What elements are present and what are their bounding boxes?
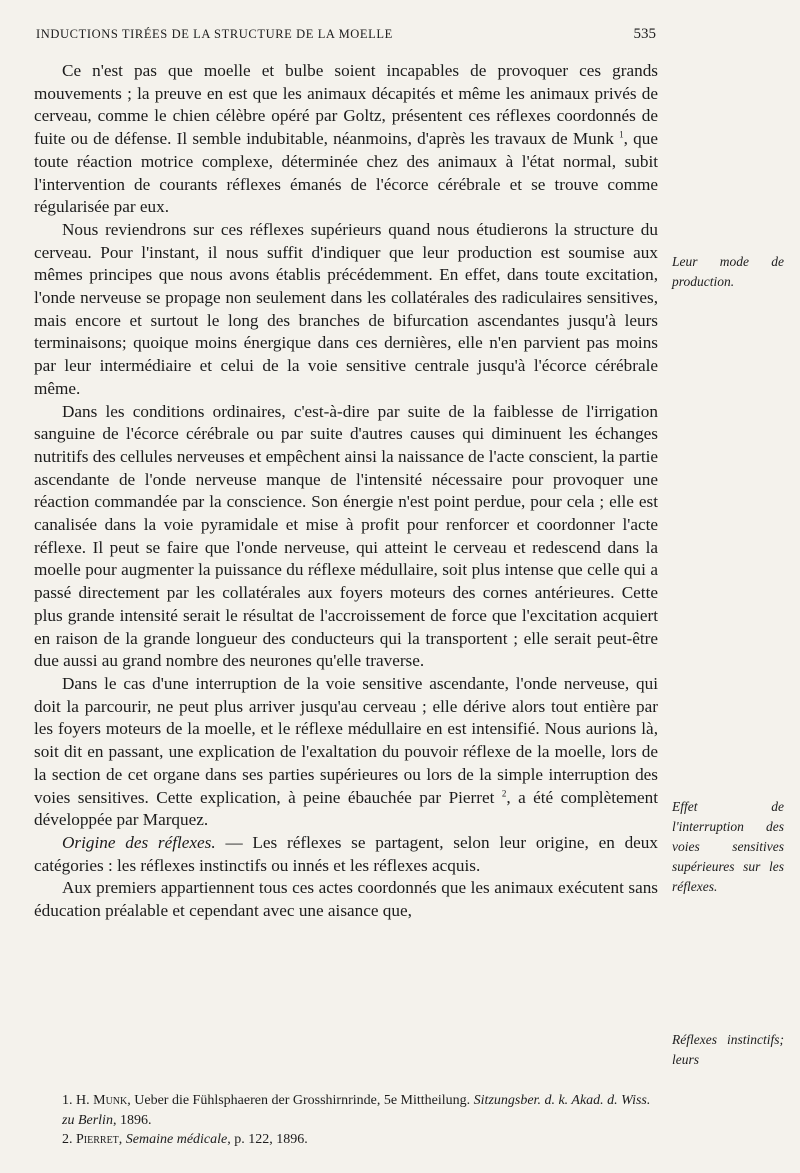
- margin-note-production: Leur mode de production.: [672, 254, 784, 289]
- footnote-ref[interactable]: 1: [619, 129, 624, 140]
- main-text: [34, 60, 658, 923]
- running-title: INDUCTIONS TIRÉES DE LA STRUCTURE DE LA MOELLE: [36, 27, 393, 41]
- page-number: 535: [633, 26, 656, 42]
- margin-note-instinctifs: Réflexes instinctifs; leurs: [672, 1032, 784, 1067]
- running-header: [36, 26, 656, 43]
- footnote: 1. H. Munk, Ueber die Fühlsphaeren der Grosshirnrinde, 5e Mittheilung. Sitzungsber. d. k. Akad. d. Wiss. zu Berlin, 1896.: [62, 1093, 651, 1128]
- margin-note-interruption: Effet de l'interruption des voies sensitives supérieures sur les réflexes.: [672, 799, 784, 894]
- paragraph: Dans les conditions ordinaires, c'est-à-dire par suite de la faiblesse de l'irrigation sanguine de l'écorce cérébrale ou par suite d'autres causes qui diminuent les échanges nutritifs des cellules nerveuses et empêchent ainsi la naissance de l'acte conscient, la partie ascendante de l'onde nerveuse manque de l'intensité nécessaire pour provoquer une réaction commandée par la conscience. Son énergie n'est point perdue, pour cela ; elle est canalisée dans la voie pyramidale et mise à profit pour renforcer et coordonner l'acte réflexe. Il peut se faire que l'onde nerveuse, qui atteint le cerveau et redescend dans la moelle pour augmenter la puissance du réflexe médullaire, soit plus intense que celle qui a passé directement par les collatérales aux foyers moteurs des cornes antérieures. Cette plus grande intensité serait le résultat de l'accroissement de force que l'excitation acquiert en raison de la grande longueur des conducteurs qui la transportent ; elle serait peut-être due aussi au grand nombre des neurones qu'elle traverse.: [34, 401, 658, 671]
- paragraph: Origine des réflexes. — Les réflexes se partagent, selon leur origine, en deux catégories : les réflexes instinctifs ou innés et les réflexes acquis.: [34, 832, 658, 875]
- footnote-ref[interactable]: 2: [501, 787, 507, 798]
- paragraph: Aux premiers appartiennent tous ces actes coordonnés que les animaux exécutent sans éducation préalable et cependant avec une aisance que,: [34, 878, 658, 921]
- paragraph: Dans le cas d'une interruption de la voie sensitive ascendante, l'onde nerveuse, qui doit la parcourir, ne peut plus arriver jusqu'au cerveau ; elle dérive alors tout entière par les foyers moteurs de la moelle, et le réflexe médullaire en est intensifié. Nous aurions là, soit dit en passant, une explication de l'exaltation du pouvoir réflexe de la moelle, lors de la section de cet organe dans ses parties supérieures ou lors de la simple interruption des voies sensitives. Cette explication, à peine ébauchée par Pierret $^2$, a été complètement développée par Marquez.: [34, 673, 658, 830]
- footnotes: [34, 1091, 658, 1150]
- section-heading: Origine des réflexes.: [62, 832, 216, 852]
- footnote: 2. Pierret, Semaine médicale, p. 122, 1896.: [62, 1132, 308, 1147]
- paragraph: Ce n'est pas que moelle et bulbe soient incapables de provoquer ces grands mouvements ; la preuve en est que les animaux décapités et même les animaux privés de cerveau, comme le chien célèbre opéré par Goltz, présentent ces réflexes coordonnés de fuite ou de défense. Il semble indubitable, néanmoins, d'après les travaux de Munk $^1$, que toute réaction motrice complexe, déterminée chez des animaux à l'état normal, subit l'intervention de courants réflexes émanés de l'écorce cérébrale et se trouve comme régularisée par eux.: [34, 61, 658, 217]
- paragraph: Nous reviendrons sur ces réflexes supérieurs quand nous étudierons la structure du cerveau. Pour l'instant, il nous suffit d'indiquer que leur production est soumise aux mêmes principes que nous avons établis précédemment. En effet, dans toute excitation, l'onde nerveuse se propage non seulement dans les collatérales des radiculaires sensitives, mais encore et surtout le long des branches de bifurcation ascendantes jusqu'à leurs terminaisons; quoique moins énergique dans ces dernières, elle n'en parvient pas moins par leur intermédiaire et celui de la voie sensitive centrale jusqu'à l'écorce cérébrale même.: [34, 219, 658, 398]
